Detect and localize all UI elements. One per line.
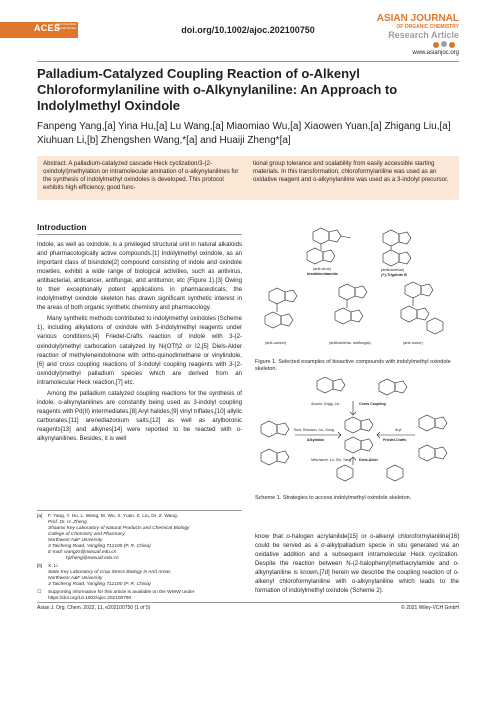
footer-citation: Asian J. Org. Chem. 2022, 11, e202100750 (1 of 5)	[37, 605, 151, 611]
abstract-left: Abstract: A palladium-catalyzed cascade Heck cyclization/3-(2-oxindolyl)methylation on intramolecular amination of o-alkynylanilines for the synthesis of indolylmethyl oxindoles is developed. This protocol exhibits high efficiency, good func-	[43, 160, 239, 191]
footnote-line: Shaanxi Key Laboratory of Natural Products and Chemical Biology	[48, 526, 190, 531]
scheme1-label-4: Aryl	[395, 428, 402, 432]
intro-paragraph-1: Indole, as well as oxindole, is a privileged structural unit in natural alkaloids and pharmacologically active compounds.[1] Indolylmethyl oxindole, as an important class of bisindole[2] compound consisting of indole and oxindole moieties, exhibit a wide range of biological activities, such as antivirus, antibacterial, anticancer, antifungal, and antitumor, etc (Figure 1).[3] Owing to their exceptionally potent applications in pharmaceuticals, the indolylmethyl oxindole skeleton has drawn significant synthetic interest in the areas of both organic synthetic chemistry and pharmacology.	[37, 241, 242, 312]
journal-website[interactable]: www.asianjoc.org	[412, 50, 459, 56]
supporting-info-link[interactable]: https://doi.org/10.1002/ajoc.202100750	[48, 596, 132, 601]
article-title: Palladium-Catalyzed Coupling Reaction of o-Alkenyl Chloroformylaniline with o-Alkynylaniline: An Approach to Indolylmethyl Oxindole	[37, 66, 398, 113]
footnote-line: College of Chemistry and Pharmacy	[48, 532, 125, 537]
introduction-heading: Introduction	[37, 222, 87, 232]
fig1-label-5: (antibacterial, antifungal)	[329, 341, 371, 345]
footer-copyright: © 2021 Wiley-VCH GmbH	[401, 605, 459, 611]
body-column-right	[255, 532, 459, 597]
scheme1-label-3: Alkylation	[307, 438, 325, 442]
fig1-label-0: (anti-virus)	[313, 267, 331, 271]
aces-subtitle: Asian Chemical Editorial Society	[55, 22, 77, 30]
scheme1-label-7: Diels-Alder	[359, 458, 378, 462]
doi-link[interactable]: doi.org/10.1002/ajoc.202100750	[181, 25, 315, 35]
footnote-line: X. Li	[48, 564, 58, 569]
scheme-1-caption: Scheme 1. Strategies to access indolylmethyl oxindole skeleton.	[255, 495, 412, 501]
footnote-line: Northwest A&F University	[48, 576, 103, 581]
footnote-email[interactable]: hjzheng@nwsuaf.edu.cn	[66, 556, 119, 561]
footnote-b	[37, 564, 242, 588]
scheme1-label-0: Suzuki, Grigg, Lin	[311, 402, 340, 406]
scheme1-label-6: Melchiorre, Lu, Shi, Yang	[311, 458, 352, 462]
journal-subtitle: OF ORGANIC CHEMISTRY	[396, 24, 459, 30]
journal-mascot-icon	[431, 39, 459, 49]
scheme1-label-5: Friedel-Crafts	[383, 438, 407, 442]
figure-1-structures	[255, 226, 459, 360]
footnote-divider	[37, 510, 242, 511]
footnote-line: F. Yang, Y. Hu, L. Wang, M. Wu, X. Yuan, Z. Liu, Dr. Z. Wang,	[48, 514, 179, 519]
footnote-line: Supporting information for this article is available on the WWW under	[48, 590, 195, 595]
scheme1-label-1: Cross Coupling	[359, 402, 386, 406]
fig1-label-3: (+)-Trigolute B	[381, 273, 407, 277]
abstract-box	[37, 156, 459, 200]
fig1-label-1: Insatinimidamide	[307, 272, 339, 276]
body-column-left	[37, 240, 242, 445]
author-list: Fanpeng Yang,[a] Yina Hu,[a] Lu Wang,[a] Miaomiao Wu,[a] Xiaowen Yuan,[a] Zhigang Liu,[a] Xiuhuan Li,[b] Zhengshen Wang,*[a] and Huaiji Zheng*[a]	[37, 121, 451, 146]
footnote-supporting	[37, 590, 242, 602]
fig1-label-6: (anti-tumor)	[403, 341, 423, 345]
journal-title: ASIAN JOURNAL	[376, 13, 459, 24]
footnote-line: 3 Taicheng Road, Yangling 712100 (P. R. China)	[48, 544, 151, 549]
footnote-line: Prof. Dr. H. Zheng	[48, 520, 87, 525]
footnote-tag: [a]	[37, 514, 43, 519]
supporting-info-icon: ☐	[37, 590, 42, 595]
figure-1-caption: Figure 1. Selected examples of bioactive compounds with indolylmethyl oxindole skeleton.	[255, 359, 451, 372]
aces-logo: ACES	[34, 23, 61, 33]
header-divider	[37, 61, 459, 62]
article-type: Research Article	[388, 30, 459, 40]
footnote-a	[37, 514, 242, 562]
intro-paragraph-3: Among the palladium catalyzed coupling reactions for the synthesis of indole, o-alkynylanilines are constantly being used as 3-indolyl coupling reagents with Pd(II) intermediates.[8] Aryl halides,[9] vinyl triflates,[10] allylic carbonates,[11] arenediazonium salts,[12] as well as arylboronic reagents[13] and alkynes[14] were reported to be reacted with o-alkynylanilines. Besides, it is well	[37, 389, 242, 442]
footnotes	[37, 514, 242, 604]
scheme1-label-2: Trost, Romano, Liu, Gong	[293, 428, 335, 432]
intro-paragraph-4: know that o-halogen acrylanilide[15] or o-alkenyl chloroformylaniline[16] could be served as a σ-alkylpalladium specie in situ generated via an oxidative addition and a subsequent intramolecular Heck cyclization. Despite the reaction between N-(2-halophenyl)methacrylamide and o-alkynylaniline is known,[7d] herein we describe the coupling reaction of o-alkenyl chloroformylaniline with o-alkynylaniline which leads to the formation of indolylmethyl oxindole (Scheme 2).	[255, 533, 459, 595]
journal-masthead	[377, 14, 459, 40]
abstract-right: tional group tolerance and scalability from easily accessible starting materials. In this transformation, chloroformylaniline was used as an oxidative reagent and o-alkynylaniline was used as a 3-indolyl precursor.	[253, 160, 449, 183]
intro-paragraph-2: Many synthetic methods contributed to indolylmethyl oxindoles (Scheme 1), including alkylations of oxindole with 3-indolylmethyl reagents under various conditions,[4] Friedel-Crafts reaction of indole with 3-(2-oxindolyl)methyl carbocation catalyzed by Ni(OTf)2 or I2,[5] Diels-Alder reaction of methyleneindolinone with ortho-quinodimethane or vinylindole,[6] and cross coupling reactions of 3-indolyl coupling reagents with 3-(2-oxindolyl)methyl palladium species which are derived from an intramolecular Heck reaction,[7] etc.	[37, 315, 242, 386]
footnote-email[interactable]: E-mail: wangzs@nwsuaf.edu.cn	[48, 550, 117, 555]
scheme-1-diagram	[255, 377, 459, 487]
fig1-label-2: (antibacterial)	[381, 268, 405, 272]
introduction-divider	[37, 234, 242, 235]
fig1-label-4: (anti-cancer)	[265, 341, 287, 345]
footnote-line: State Key Laboratory of Crop Stress Biology in Arid Areas	[48, 570, 171, 575]
footnote-line: Northwest A&F University	[48, 538, 103, 543]
footer-divider	[37, 602, 459, 603]
footnote-tag: [b]	[37, 564, 43, 569]
footnote-line: 3 Taicheng Road, Yangling 712100 (P. R. China)	[48, 582, 151, 587]
